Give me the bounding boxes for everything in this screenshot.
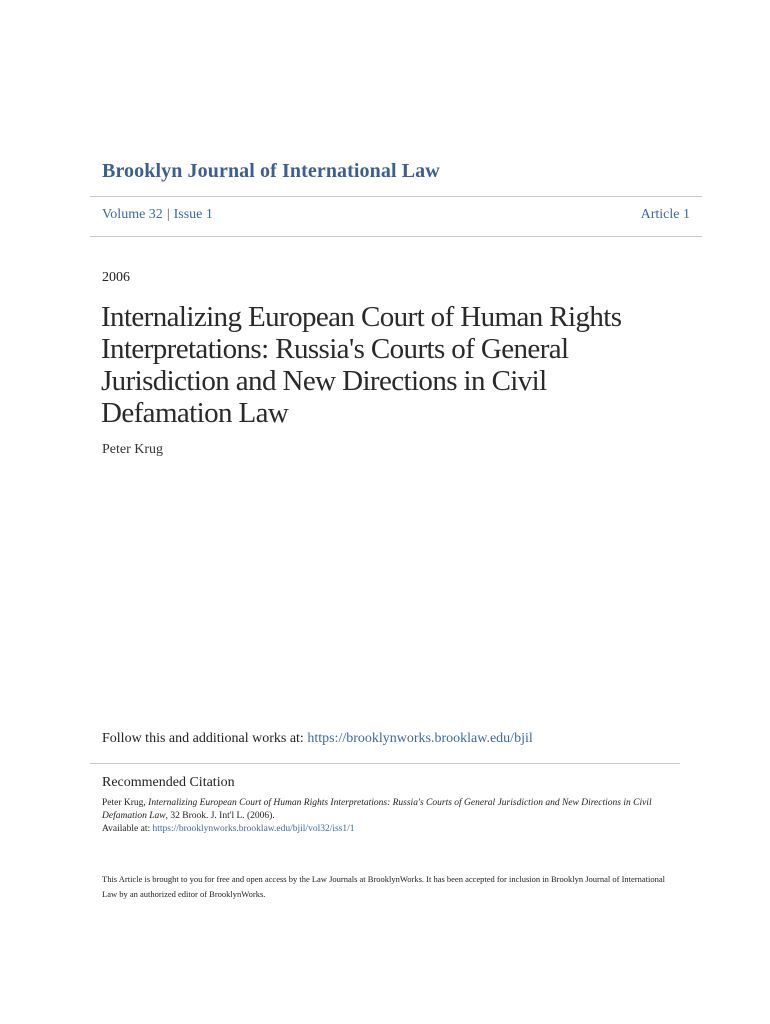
citation-title: Internalizing European Court of Human Rights Interpretations: Russia's Courts of General Jurisdiction and New Directions in Civil Defamation Law <box>102 798 652 821</box>
citation-author: Peter Krug, <box>102 798 149 808</box>
publication-year: 2006 <box>102 270 130 285</box>
volume-issue-line <box>102 207 213 223</box>
volume-issue-separator: | <box>166 207 170 222</box>
volume-link[interactable]: Volume 32 <box>102 207 163 222</box>
citation-source: , 32 Brook. J. Int'l L. (2006). <box>165 811 275 821</box>
available-at-label: Available at: <box>102 824 153 834</box>
citation-divider <box>90 763 680 764</box>
journal-title-link[interactable]: Brooklyn Journal of International Law <box>102 160 440 182</box>
article-url-link[interactable]: https://brooklynworks.brooklaw.edu/bjil/vol32/iss1/1 <box>152 824 355 834</box>
issue-link[interactable]: Issue 1 <box>173 207 213 222</box>
open-access-note: This Article is brought to you for free and open access by the Law Journals at BrooklynWorks. It has been accepted for inclusion in Brooklyn Journal of International Law by an authorized editor of BrooklynWorks. <box>102 874 666 899</box>
follow-text: Follow this and additional works at: <box>102 731 308 746</box>
author-name: Peter Krug <box>102 442 164 457</box>
citation-block <box>102 797 662 836</box>
article-number-link[interactable]: Article 1 <box>640 207 690 222</box>
article-title: Internalizing European Court of Human Rights Interpretations: Russia's Courts of General Jurisdiction and New Directions in Civil Defamation Law <box>101 301 622 429</box>
recommended-citation-heading: Recommended Citation <box>102 775 235 790</box>
collection-link[interactable]: https://brooklynworks.brooklaw.edu/bjil <box>307 731 533 746</box>
follow-works-line <box>102 731 533 747</box>
header-divider-top <box>90 196 702 197</box>
header-divider-bottom <box>90 236 702 237</box>
